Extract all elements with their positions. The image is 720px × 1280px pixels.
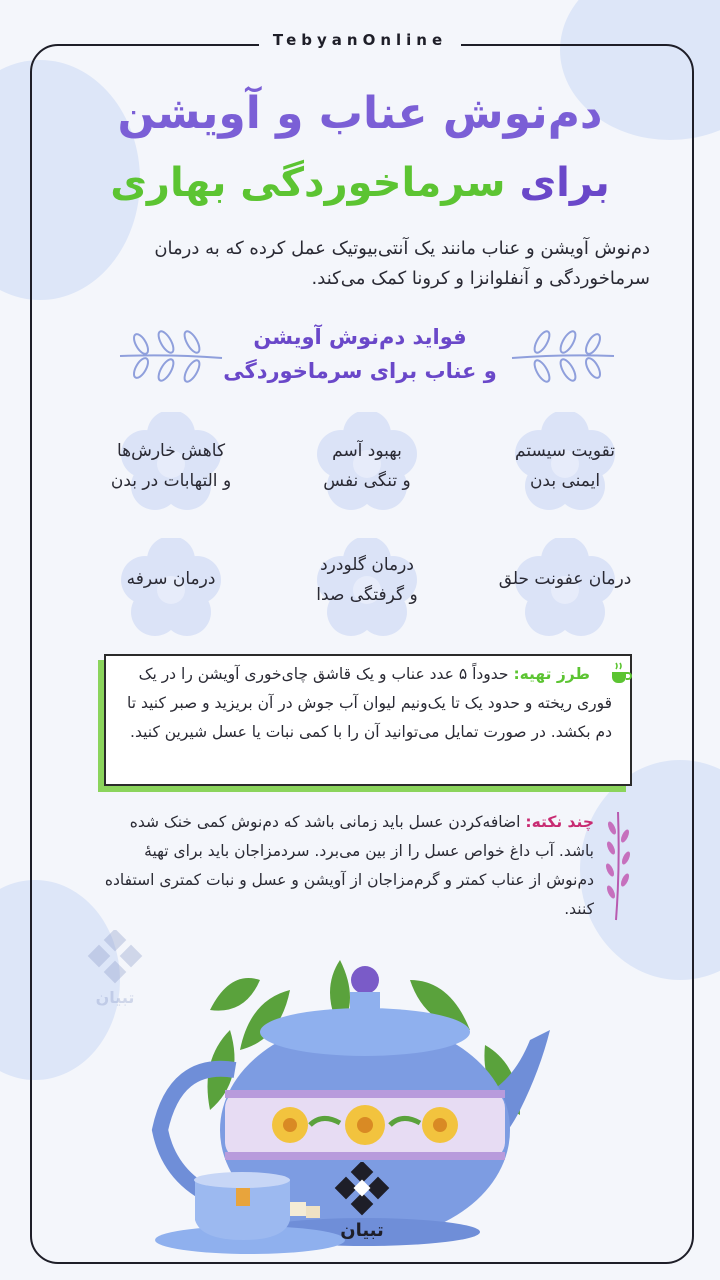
- benefits-title-line-1: فواید دم‌نوش آویشن: [253, 325, 467, 349]
- benefit-item: [76, 412, 266, 522]
- brand-name: TebyanOnline: [259, 31, 461, 49]
- benefit-line-2: و تنگی نفس: [323, 471, 411, 491]
- benefit-line-2: ایمنی بدن: [529, 471, 601, 491]
- benefit-line-1: تقویت سیستم: [515, 441, 615, 461]
- title-line-2: [60, 160, 660, 206]
- benefits-title-line-2: و عناب برای سرماخوردگی: [223, 359, 497, 383]
- benefit-line-1: درمان گلودرد: [320, 555, 414, 575]
- benefit-line-1: درمان عفونت حلق: [498, 569, 632, 589]
- title-line-1: دم‌نوش عناب و آویشن: [117, 88, 603, 139]
- benefit-line-1: کاهش خارش‌ها: [116, 441, 226, 461]
- tips-text: اضافه‌کردن عسل باید زمانی باشد که دم‌نوش کمی خنک شده باشد. آب داغ خواص عسل را از بین می‌برد. سردمزاجان باید برای تهیهٔ دم‌نوش از عناب کمتر و گرم‌مزاجان از آویشن و عسل و نبات کمتری استفاده کنند.: [104, 813, 594, 918]
- recipe-text: حدوداً ۵ عدد عناب و یک قاشق چای‌خوری آویشن را در یک قوری ریخته و حدود یک تا یک‌ونیم لیوان آب جوش در آن بریزید و صبر کنید تا دم بکشد. در صورت تمایل می‌توانید آن را با کمی نبات یا عسل شیرین کنید.: [127, 665, 612, 741]
- benefit-item: [470, 538, 660, 648]
- benefit-item: [76, 538, 266, 648]
- benefit-line-1: بهبود آسم: [332, 441, 402, 461]
- lavender-sprig-icon: [508, 324, 618, 388]
- tips-label: چند نکته:: [525, 813, 594, 831]
- benefits-title: [200, 320, 520, 388]
- benefit-item: [470, 412, 660, 522]
- watermark-text: تبیان: [95, 988, 135, 1007]
- intro-text: دم‌نوش آویشن و عناب مانند یک آنتی‌بیوتیک عمل کرده که به درمان سرماخوردگی و آنفلوانزا و کرونا کمک می‌کند.: [154, 238, 650, 289]
- tebyan-logo: [322, 1162, 402, 1252]
- benefit-line-2: و گرفتگی صدا: [316, 585, 418, 605]
- benefit-line-2: و التهابات در بدن: [110, 471, 232, 491]
- tebyan-logo-icon: [322, 1162, 402, 1220]
- tips-section: [96, 808, 594, 924]
- title-highlight: سرماخوردگی بهاری: [110, 160, 506, 206]
- benefit-line-1: درمان سرفه: [126, 569, 216, 589]
- benefit-item: [272, 538, 462, 648]
- recipe-box: [104, 654, 632, 786]
- logo-text: تبیان: [340, 1220, 384, 1241]
- title-prefix: برای: [519, 160, 610, 206]
- recipe-label: طرز تهیه:: [513, 665, 590, 683]
- lavender-sprig-icon: [598, 808, 638, 924]
- brand-header: [0, 30, 720, 49]
- benefit-item: [272, 412, 462, 522]
